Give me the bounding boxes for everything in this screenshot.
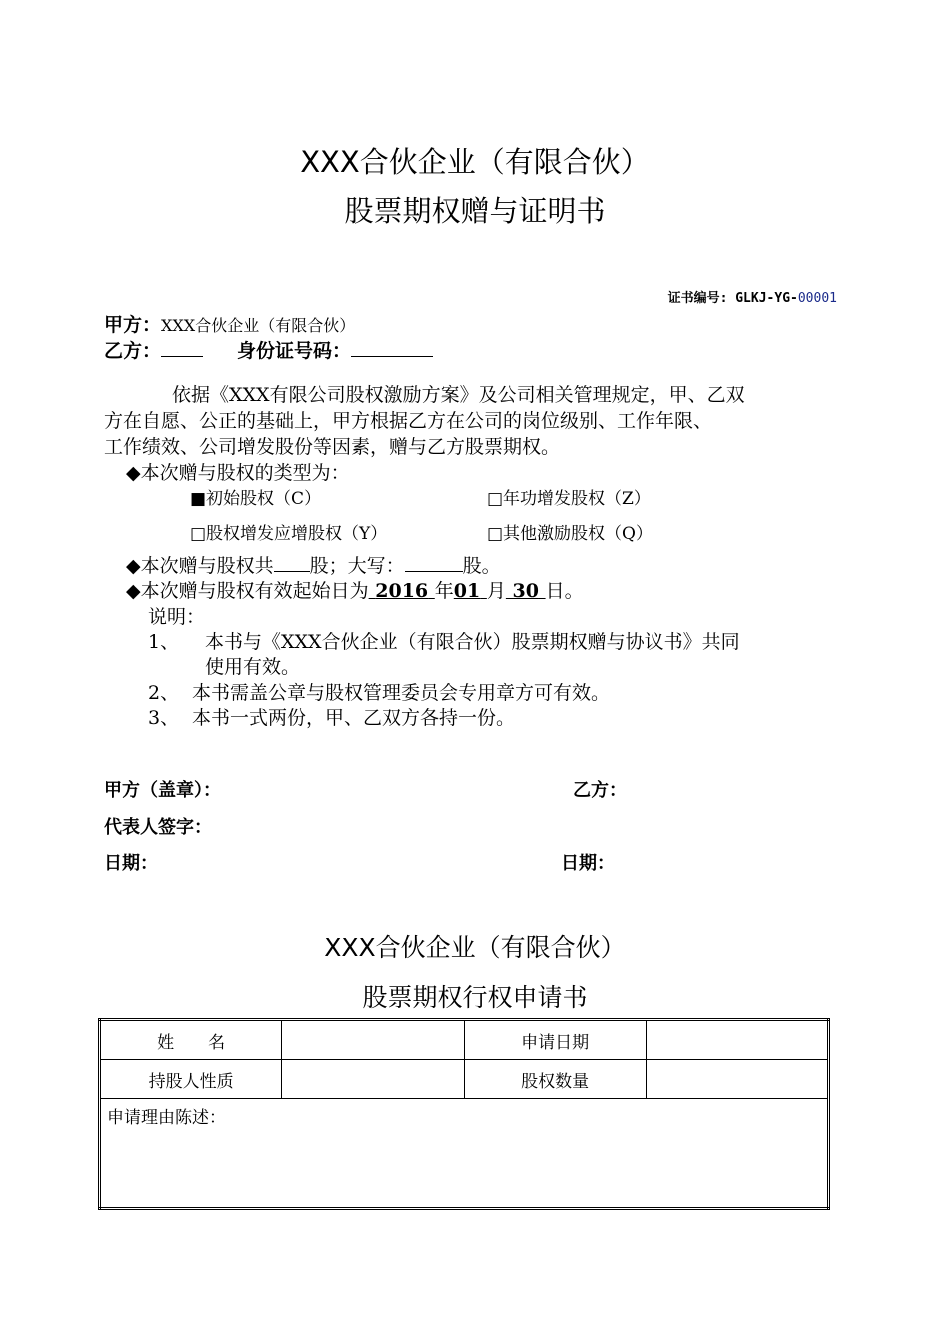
party-b-label: 乙方： <box>104 340 162 362</box>
shares-words-blank <box>405 553 463 572</box>
note-1-number: 1、 <box>148 631 180 653</box>
type-heading: ◆本次赠与股权的类型为： <box>126 462 350 484</box>
valid-month-unit: 月 <box>486 580 506 602</box>
representative-signature-label: 代表人签字： <box>104 817 212 838</box>
application-reason-cell[interactable] <box>100 1099 829 1209</box>
option-annual-equity: □年功增发股权（Z） <box>487 489 651 509</box>
valid-month: 01 <box>453 580 481 602</box>
document-title-line2: 股票期权赠与证明书 <box>344 194 606 228</box>
equity-quantity-label-cell: 股权数量 <box>464 1060 646 1099</box>
certificate-label: 证书编号: GLKJ-YG- <box>667 291 798 306</box>
name-label-cell: 姓 名 <box>100 1020 282 1060</box>
apply-date-value-cell[interactable] <box>646 1020 828 1060</box>
party-a-value: XXX合伙企业（有限合伙） <box>161 316 356 335</box>
application-reason-label: 申请理由陈述： <box>107 1108 226 1128</box>
party-a-label: 甲方： <box>104 314 162 336</box>
intro-line-1: 依据《XXX有限公司股权激励方案》及公司相关管理规定，甲、乙双 <box>172 384 745 406</box>
intro-line-2: 方在自愿、公正的基础上，甲方根据乙方在公司的岗位级别、工作年限、 <box>104 410 713 432</box>
option-increase-equity: □股权增发应增股权（Y） <box>190 524 388 544</box>
party-a-date-label: 日期： <box>104 853 158 874</box>
shares-count-blank <box>274 553 310 572</box>
party-a-line <box>104 310 355 337</box>
note-1-text-cont: 使用有效。 <box>205 656 301 678</box>
holder-nature-label-cell: 持股人性质 <box>100 1060 282 1099</box>
party-b-sign-label: 乙方： <box>573 780 627 801</box>
valid-year-unit: 年 <box>434 580 454 602</box>
name-value-cell[interactable] <box>282 1020 464 1060</box>
note-3-number: 3、 <box>148 707 180 729</box>
valid-year: 2016 <box>375 580 429 602</box>
shares-suffix: 股。 <box>462 555 501 577</box>
application-title-line1: XXX合伙企业（有限合伙） <box>324 933 626 962</box>
notes-heading: 说明： <box>148 606 206 628</box>
table-row <box>100 1020 829 1060</box>
application-title-line2: 股票期权行权申请书 <box>362 983 588 1012</box>
option-other-equity: □其他激励股权（Q） <box>487 524 653 544</box>
note-2-number: 2、 <box>148 682 180 704</box>
certificate-number <box>668 287 837 306</box>
shares-line <box>126 551 501 578</box>
intro-line-3: 工作绩效、公司增发股份等因素，赠与乙方股票期权。 <box>104 436 561 458</box>
note-2-text: 本书需盖公章与股权管理委员会专用章方可有效。 <box>192 682 611 704</box>
valid-date-line <box>126 576 584 603</box>
table-row <box>100 1099 829 1209</box>
party-b-date-label: 日期： <box>561 853 615 874</box>
holder-nature-value-cell[interactable] <box>282 1060 464 1099</box>
party-b-name-blank <box>161 338 203 357</box>
application-form-table <box>98 1018 830 1210</box>
valid-day-unit: 日。 <box>545 580 584 602</box>
shares-mid: 股；大写： <box>309 555 405 577</box>
option-initial-equity: ■初始股权（C） <box>190 489 322 509</box>
certificate-number-value: 00001 <box>797 291 837 306</box>
equity-quantity-value-cell[interactable] <box>646 1060 828 1099</box>
shares-prefix: ◆本次赠与股权共 <box>126 555 274 577</box>
document-title-line1: XXX合伙企业（有限合伙） <box>300 145 650 179</box>
note-3-text: 本书一式两份，甲、乙双方各持一份。 <box>192 707 516 729</box>
party-a-seal-label: 甲方（盖章）： <box>104 780 221 801</box>
table-row <box>100 1060 829 1099</box>
valid-prefix: ◆本次赠与股权有效起始日为 <box>126 580 369 602</box>
party-b-id-label: 身份证号码： <box>237 340 352 362</box>
note-1-text: 本书与《XXX合伙企业（有限合伙）股票期权赠与协议书》共同 <box>205 631 740 653</box>
apply-date-label-cell: 申请日期 <box>464 1020 646 1060</box>
valid-day: 30 <box>512 580 539 602</box>
party-b-line <box>104 336 433 363</box>
party-b-id-blank <box>351 338 433 357</box>
